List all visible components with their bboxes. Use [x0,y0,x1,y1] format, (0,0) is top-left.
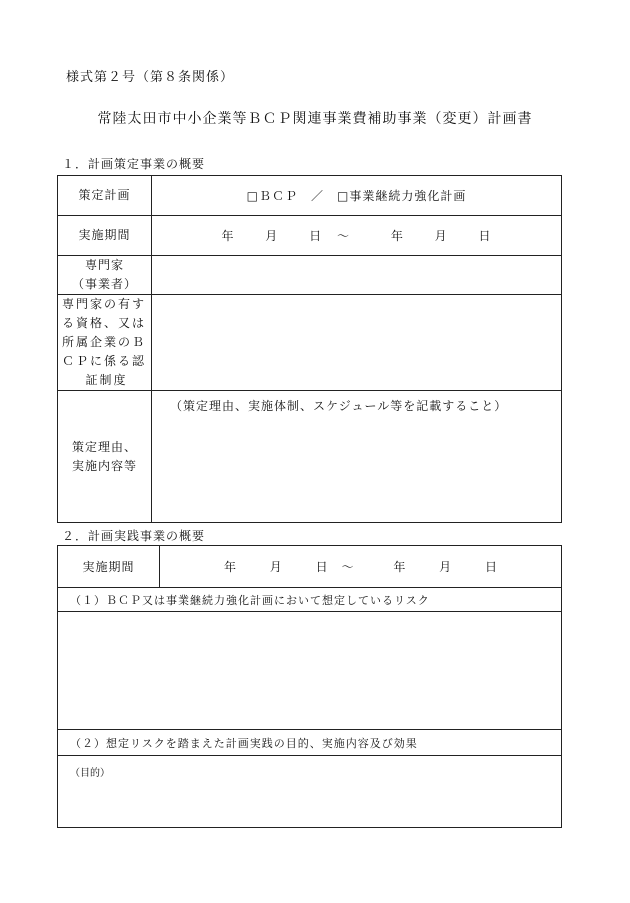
start-day-unit: 日 [309,229,323,243]
plan-formulation-table [57,175,562,523]
period-tilde: ～ [341,560,354,574]
period-label-cell [58,216,152,256]
period-label: 実施期間 [78,228,131,242]
expert-label: 専門家 [84,258,124,272]
end-year-unit: 年 [390,229,404,243]
start-month-unit: 月 [265,229,279,243]
end-day-unit: 日 [485,560,498,574]
start-month-unit: 月 [269,560,282,574]
period-tilde: ～ [336,229,350,243]
qualification-label-line: ＣＰに係る認 [62,354,147,368]
document-title: 常陸太田市中小企業等ＢＣＰ関連事業費補助事業（変更）計画書 [97,111,533,127]
qualification-label-cell [58,295,152,391]
purpose-heading: （２）想定リスクを踏まえた計画実践の目的、実施内容及び効果 [70,736,418,750]
period-value-cell[interactable] [152,216,562,256]
risk-value-cell[interactable] [58,612,562,730]
reason-label: 策定理由、 [71,439,137,454]
risk-heading-cell [58,588,562,612]
qualification-value-cell[interactable] [152,295,562,391]
purpose-value-cell[interactable] [58,756,562,828]
section2-heading: ２．計画実践事業の概要 [62,529,206,543]
reason-value-cell[interactable] [152,391,562,523]
reason-label-cell [58,391,152,523]
purpose-subheading: （目的） [70,768,110,779]
end-month-unit: 月 [434,229,448,243]
start-day-unit: 日 [315,560,328,574]
end-year-unit: 年 [393,560,406,574]
reason-label-sub: 実施内容等 [71,458,137,473]
risk-heading: （１）ＢＣＰ又は事業継続力強化計画において想定しているリスク [70,593,430,607]
practice-period-label: 実施期間 [82,560,135,574]
qualification-label-line: 所属企業のＢ [62,335,147,349]
plan-value-cell[interactable] [152,176,562,216]
plan-label: 策定計画 [78,188,131,202]
end-month-unit: 月 [439,560,452,574]
section1-heading: １．計画策定事業の概要 [62,157,206,171]
start-year-unit: 年 [223,560,236,574]
plan-label-cell [58,176,152,216]
purpose-heading-cell [58,730,562,756]
qualification-label-line: 専門家の有す [62,297,147,311]
plan-practice-table [57,545,562,828]
practice-period-value-cell[interactable] [160,546,562,588]
expert-label-cell [58,256,152,295]
reason-hint: （策定理由、実施体制、スケジュール等を記載すること） [170,399,508,413]
qualification-label-line: 証制度 [85,373,128,387]
plan-type-checkboxes[interactable]: □ＢＣＰ ／ □事業継続力強化計画 [246,189,467,203]
expert-label-sub: （事業者） [71,277,137,291]
end-day-unit: 日 [478,229,492,243]
qualification-label-line: る資格、又は [62,316,147,330]
expert-value-cell[interactable] [152,256,562,295]
practice-period-label-cell [58,546,160,588]
form-number: 様式第２号（第８条関係） [66,70,235,85]
start-year-unit: 年 [221,229,235,243]
